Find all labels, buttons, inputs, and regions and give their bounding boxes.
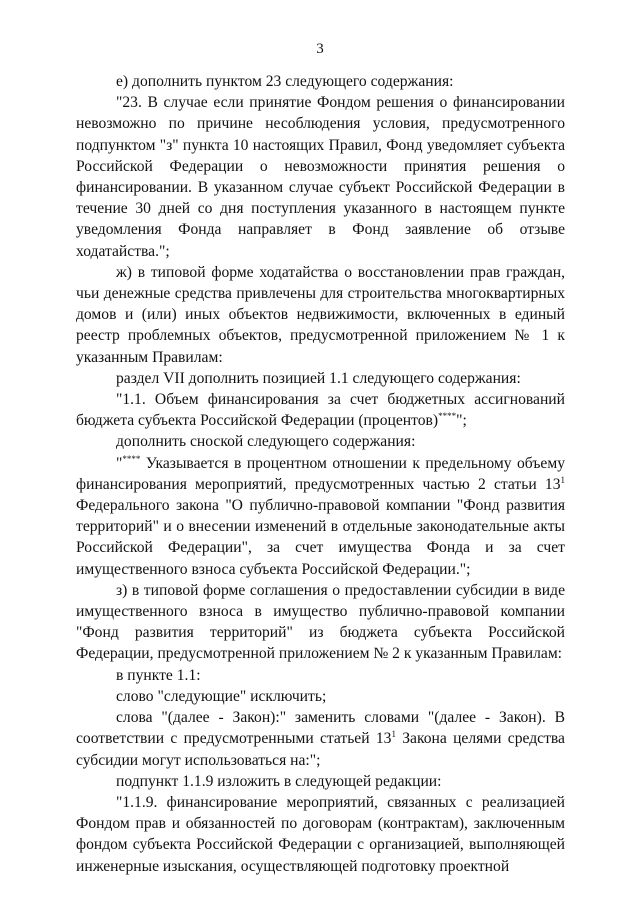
page-number: 3 (316, 41, 324, 57)
paragraph (76, 71, 565, 92)
text-run: подпункт 1.1.9 изложить в следующей редакции: (116, 772, 442, 790)
text-run: "23. В случае если принятие Фондом решения о финансировании невозможно по причине несоблюдения условия, предусмотренного подпунктом "з" пункта 10 настоящих Правил, Фонд уведомляет субъекта Российской Федерации о невозможности принятия решения о финансировании. В указанном случае субъект Российской Федерации в течение 30 дней со дня поступления указанного в настоящем пункте уведомления Фонда направляет в Фонд заявление об отзыве ходатайства."; (76, 94, 565, 260)
text-run: Федерального закона "О публично-правовой компании "Фонд развития территорий" и о внесении изменений в отдельные законодательные акты Российской Федерации", за счет имущества Фонда и за счет имущественного взноса субъекта Российской Федерации."; (76, 497, 565, 578)
text-run: слово "следующие" исключить; (116, 687, 327, 705)
document-body (76, 71, 565, 877)
text-run: Указывается в процентном отношении к предельному объему финансирования мероприятий, предусмотренных частью 2 статьи 13 (76, 454, 565, 493)
superscript: **** (438, 411, 457, 422)
paragraph (76, 686, 565, 707)
paragraph (76, 453, 565, 580)
superscript: 1 (560, 474, 565, 485)
paragraph (76, 368, 565, 389)
paragraph (76, 580, 565, 665)
paragraph (76, 707, 565, 771)
text-run: " (116, 454, 123, 472)
text-run: слова "(далее - Закон):" заменить словами "(далее - Закон). В соответствии с предусмотренными статьей 13 (76, 709, 565, 748)
text-run: з) в типовой форме соглашения о предоставлении субсидии в виде имущественного взноса в имущество публично-правовой компании "Фонд развития территорий" из бюджета субъекта Российской Федерации, предусмотренной приложением № 2 к указанным Правилам: (76, 581, 565, 663)
text-run: раздел VII дополнить позицией 1.1 следующего содержания: (116, 369, 521, 387)
text-run: "; (456, 412, 467, 430)
text-run: в пункте 1.1: (116, 666, 201, 684)
paragraph (76, 92, 565, 262)
superscript: 1 (391, 729, 396, 740)
paragraph (76, 792, 565, 877)
paragraph (76, 262, 565, 368)
text-run: дополнить сноской следующего содержания: (116, 433, 416, 451)
paragraph (76, 431, 565, 452)
text-run: Закона целями средства субсидии могут использоваться на:"; (76, 730, 565, 769)
superscript: **** (122, 453, 141, 464)
paragraph (76, 389, 565, 431)
paragraph (76, 771, 565, 792)
text-run: ж) в типовой форме ходатайства о восстановлении прав граждан, чьи денежные средства привлечены для строительства многоквартирных домов и (или) иных объектов недвижимости, включенных в единый реестр проблемных объектов, предусмотренной приложением № 1 к указанным Правилам: (76, 263, 565, 366)
paragraph (76, 665, 565, 686)
text-run: е) дополнить пунктом 23 следующего содержания: (116, 73, 454, 90)
text-run: "1.1.9. финансирование мероприятий, связанных с реализацией Фондом прав и обязанностей по договорам (контрактам), заключенным фондом субъекта Российской Федерации с организацией, выполняющей инженерные изыскания, осуществляющей подготовку проектной (76, 793, 565, 875)
text-run: "1.1. Объем финансирования за счет бюджетных ассигнований бюджета субъекта Российской Федерации (процентов) (76, 391, 565, 430)
